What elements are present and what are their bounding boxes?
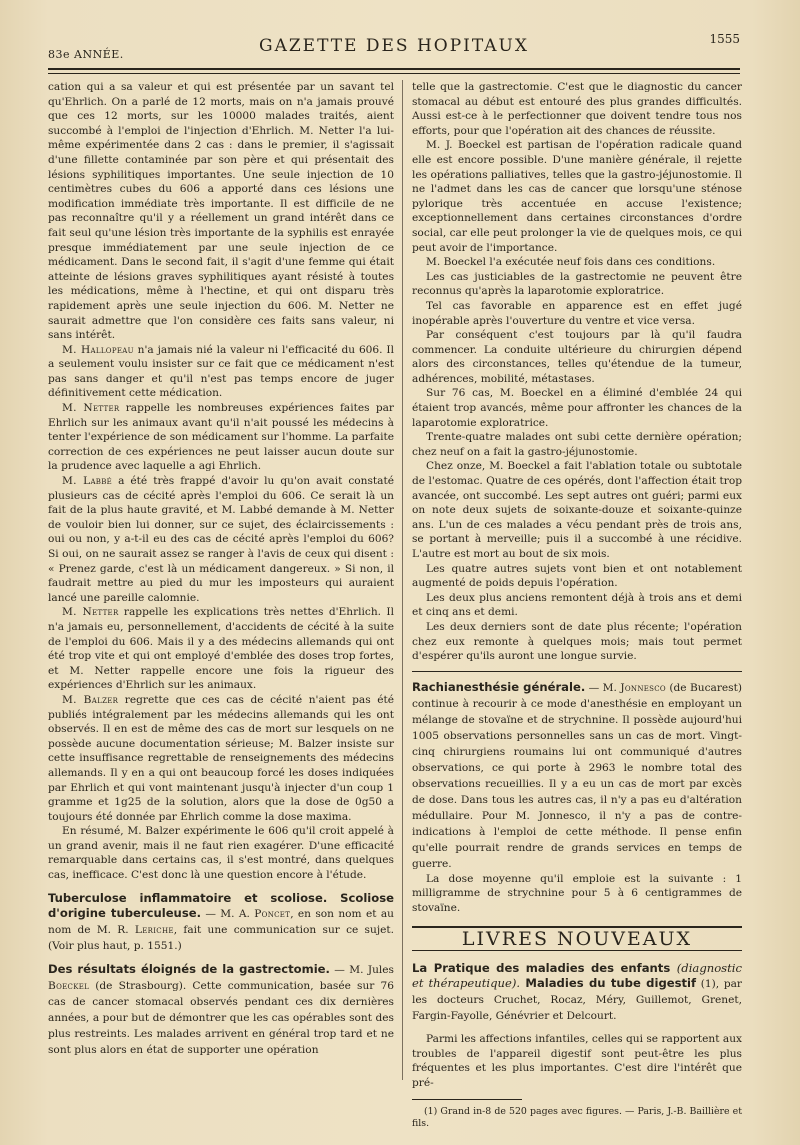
heading-text: — M. [585,681,621,694]
paragraph: En résumé, M. Balzer expérimente le 606 qu'il croit appelé à un grand avenir, mais il ne faut rien exagérer. D'une efficacité remarquable dans certains cas, il s'est montré, dans quelques cas, inefficace. C'est donc là une question encore à l'étude. [48,825,394,882]
heading-text: , fait une communication sur ce sujet. (Voir plus haut, p. 1551.) [48,923,394,952]
column-divider [402,80,403,1080]
volume-year: 83e ANNÉE. [48,48,124,61]
book-title: La Pratique des maladies des enfants [412,961,677,976]
section-title: LIVRES NOUVEAUX [461,927,693,950]
paragraph: telle que la gastrectomie. C'est que le diagnostic du cancer stomacal au début est entouré des plus grandes difficultés. Aussi est-ce à le perfectionner que doivent tendre tous nos efforts, pour que l'opération ait des chances de réussite. [412,81,742,137]
heading-title: Tuberculose inflammatoire et scoliose. Scoliose d'origine tuberculeuse. [48,890,394,920]
book-entry [412,961,742,1024]
speaker-name: M. Hallopeau [62,343,134,356]
right-column [412,80,742,1130]
paragraph: Sur 76 cas, M. Boeckel en a éliminé d'emblée 24 qui étaient trop avancés, même pour affronter les chances de la laparotomie exploratrice. [412,387,742,429]
author-name: Leriche [134,923,174,936]
author-name: Poncet [254,907,291,920]
section-heading [48,962,394,1058]
speaker-name: M. Balzer [62,693,119,706]
paragraph: cation qui a sa valeur et qui est présentée par un savant tel qu'Ehrlich. On a parlé de 12 morts, mais on n'a jamais prouvé que ces 12 morts, sur les 10000 malades traités, aient succombé à l'emploi de l'injection d'Ehrlich. M. Netter l'a lui-même expérimentée dans 2 cas : dans le premier, il s'agissait d'une fillette contaminée par son père et qui présentait des lésions syphilitiques importantes. Une seule injection de 10 centimètres cubes du 606 a apporté dans ces lésions une modification immédiate très importante. Il est difficile de ne pas reconnaître qu'il y a réellement un grand intérêt dans ce fait seul qu'une lésion très importante de la syphilis est enrayée presque immédiatement par une seule injection de ce médicament. Dans le second fait, il s'agit d'une femme qui était atteinte de lésions graves syphilitiques ayant résisté à toutes les médications, même à l'hectine, et qui ont disparu très rapidement après une seule injection du 606. M. Netter ne saurait admettre que l'on considère ces faits sans valeur, ni sans intérêt. [48,81,394,342]
paragraph [48,605,394,693]
footnote-rule [412,1099,522,1100]
paragraph [48,693,394,824]
header-rule-thin [48,73,740,74]
heading-title: Rachianesthésie générale. [412,679,586,694]
paragraph: Tel cas favorable en apparence est en effet jugé inopérable après l'ouverture du ventre et vice versa. [412,299,742,327]
paragraph [48,343,394,401]
paragraph: Les deux derniers sont de date plus récente; l'opération chez eux remonte à quelques mois; mais tout permet d'espérer qu'ils auront une longue survie. [412,620,742,663]
book-title: Maladies du tube digestif [520,976,697,991]
paragraph [48,474,394,605]
paragraph-text: rappelle les nombreuses expériences faites par Ehrlich sur les animaux avant qu'il n'ait poussé les médecins à tenter l'expérience de son médicament sur l'homme. La parfaite correction de ces expériences ne peut laisser aucun doute sur la prudence avec laquelle a agi Ehrlich. [48,402,394,473]
heading-text: , en son nom et au nom de M. R. [48,907,394,936]
book-subtitle: (diagnostic et thérapeutique). [412,961,742,991]
paragraph: La dose moyenne qu'il emploie est la suivante : 1 milligramme de strychnine pour 5 à 6 centigrammes de stovaïne. [412,872,742,914]
heading-title: Des résultats éloignés de la gastrectomie. [48,961,330,976]
left-column [48,80,394,1058]
paragraph-text: n'a jamais nié la valeur ni l'efficacité du 606. Il a seulement voulu insister sur ce fait que ce médicament n'est pas sans danger et qu'il n'est pas temps encore de juger définitivement cette médication. [48,343,394,400]
paragraph: M. Boeckel l'a exécutée neuf fois dans ces conditions. [426,256,716,269]
header-rule-thick [48,68,740,70]
author-name: Boeckel [48,979,90,992]
section-heading [412,680,742,872]
journal-title: GAZETTE DES HOPITAUX [258,36,529,56]
paragraph: Trente-quatre malades ont subi cette dernière opération; chez neuf on a fait la gastro-jéjunostomie. [412,431,742,458]
paragraph: Les deux plus anciens remontent déjà à trois ans et demi et cinq ans et demi. [412,591,742,619]
section-rule [412,671,742,672]
section-heading [48,891,394,954]
paragraph: Parmi les affections infantiles, celles qui se rapportent aux troubles de l'appareil digestif sont peut-être les plus fréquentes et les plus importantes. C'est dire l'intérêt que pré- [412,1033,742,1089]
footnote: (1) Grand in-8 de 520 pages avec figures. — Paris, J.-B. Baillière et fils. [412,1105,742,1129]
section-rule [412,950,742,951]
speaker-name: M. Netter [62,402,120,415]
heading-text: (de Bucarest) continue à recourir à ce mode d'anesthésie en employant un mélange de stovaïne et de strychnine. Il possède aujourd'hui 1005 observations personnelles sans un cas de mort. Vingt-cinq chirurgiens roumains lui ont communiqué d'autres observations, ce qui porte à 2963 le nombre total des observations recueillies. Il y a eu un cas de mort par excès de dose. Dans tous les autres cas, il n'y a pas eu d'altération médullaire. Pour M. Jonnesco, il n'y a pas de contre-indications à l'emploi de cette méthode. Il pense enfin qu'elle pourrait rendre de grands services en temps de guerre. [412,681,743,870]
paragraph-text: rappelle les explications très nettes d'Ehrlich. Il n'a jamais eu, personnellement, d'accidents de cécité à la suite de l'emploi du 606. Mais il y a des médecins allemands qui ont été trop vite et qui ont employé d'emblée des doses trop fortes, et M. Netter rappelle encore une fois la rigueur des expériences d'Ehrlich sur les animaux. [48,606,394,692]
speaker-name: M. Labbé [62,475,113,488]
speaker-name: M. Netter [62,606,119,619]
heading-text: — M. A. [200,907,255,920]
heading-text: (de Strasbourg). Cette communication, basée sur 76 cas de cancer stomacal observés pendant ces dix dernières années, a pour but de démontrer que les cas opérables sont des plus restreints. Les malades arrivent en général trop tard et ne sont plus alors en état de supporter une opération [48,979,394,1056]
paragraph: Les quatre autres sujets vont bien et ont notablement augmenté de poids depuis l'opération. [412,562,742,590]
paragraph [48,401,394,474]
book-authors: (1), par les docteurs Cruchet, Rocaz, Méry, Guillemot, Grenet, Fargin-Fayolle, Génévrier et Delcourt. [412,978,742,1023]
paragraph: M. J. Boeckel est partisan de l'opération radicale quand elle est encore possible. D'une manière générale, il rejette les opérations palliatives, telles que la gastro-jéjunostomie. Il ne l'admet dans les cas de cancer que lorsqu'une sténose pylorique très accentuée en accuse l'existence; exceptionnellement dans certaines circonstances d'ordre social, car elle peut prolonger la vie de quelques mois, ce qui peut avoir de l'importance. [412,139,743,254]
page-number: 1555 [709,32,740,46]
page-header [48,30,740,64]
paragraph: Chez onze, M. Boeckel a fait l'ablation totale ou subtotale de l'estomac. Quatre de ces opérés, dont l'affection était trop avancée, ont succombé. Les sept autres ont guéri; parmi eux on note deux sujets de soixante-douze et soixante-quinze ans. L'un de ces malades a vécu pendant près de trois ans, se portant à merveille; puis il a succombé à une récidive. L'autre est mort au bout de six mois. [412,460,742,560]
paragraph-text: regrette que ces cas de cécité n'aient pas été publiés intégralement par les médecins allemands qui les ont observés. Il en est de même des cas de mort sur lesquels on ne possède aucune documentation sérieuse; M. Balzer insiste sur cette insuffisance regrettable de renseignements des médecins allemands. Il y en a qui ont beaucoup forcé les doses indiquées par Ehrlich et qui vont maintenant jusqu'à injecter d'un coup 1 gramme et 1g25 de la solution, alors que la dose de 0g50 a toujours été donnée par Ehrlich comme la dose maxima. [48,693,394,823]
paragraph: Par conséquent c'est toujours par là qu'il faudra commencer. La conduite ultérieure du chirurgien dépend alors des circonstances, telles qu'étendue de la tumeur, adhérences, mobilité, métastases. [412,329,742,385]
heading-text: — M. Jules [329,963,394,976]
paragraph: Les cas justiciables de la gastrectomie ne peuvent être reconnus qu'après la laparotomie exploratrice. [412,270,742,298]
author-name: Jonnesco [620,681,666,694]
paragraph-text: a été très frappé d'avoir lu qu'on avait constaté plusieurs cas de cécité après l'emploi du 606. Ce serait là un fait de la plus haute gravité, et M. Labbé demande à M. Netter de vouloir bien lui donner, sur ce sujet, des éclaircissements : oui ou non, y a-t-il eu des cas de cécité après l'emploi du 606? Si oui, on ne saurait assez se ranger à l'avis de ceux qui disent : « Prenez garde, c'est là un médicament dangereux. » Si non, il faudrait mettre au pied du mur les imposteurs qui auraient lancé une pareille calomnie. [48,475,394,604]
